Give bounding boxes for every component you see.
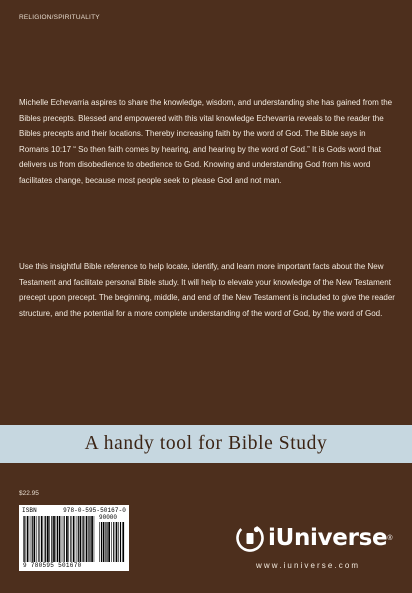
barcode-bar (118, 522, 119, 562)
barcode-bar (89, 516, 90, 562)
barcode-bar (111, 522, 112, 562)
barcode-bar (44, 516, 45, 562)
barcode-bar (32, 516, 33, 562)
barcode-bar (38, 516, 39, 562)
description-paragraph-1: Michelle Echevarria aspires to share the knowledge, wisdom, and understanding she has gained from the Bibles precepts. Blessed and empowered with this vital knowledge Echevarria reveals to the reader the Bibles precepts and their locations. Thereby increasing faith by the word of God. The Bible says in Romans 10:17 “ So then faith comes by hearing, and hearing by the word of God.” It is Gods word that delivers us from disobedience to obedience to God. Knowing and understanding God from his word facilitates change, because most people seek to please God and not man. (19, 98, 393, 185)
addon-digits: 90000 (99, 514, 118, 521)
barcode-bar (41, 516, 43, 562)
barcode-bar (23, 516, 24, 562)
isbn-line (22, 507, 126, 514)
barcode-bar (59, 516, 61, 562)
barcode-bar (73, 516, 75, 562)
barcode-bar (116, 522, 118, 562)
barcode-bar (94, 516, 95, 562)
barcode-bar (45, 516, 46, 562)
iuniverse-logo-icon (236, 524, 264, 552)
barcode-bar (47, 516, 49, 562)
barcode-bar (103, 522, 105, 562)
ean-bars (23, 516, 97, 562)
barcode-bar (78, 516, 79, 562)
tagline-text: A handy tool for Bible Study (84, 433, 328, 454)
barcode-bar (101, 522, 102, 562)
barcode-bar (99, 522, 100, 562)
publisher-website: www.iuniverse.com (256, 561, 361, 570)
barcode-bar (105, 522, 106, 562)
barcode-bar (68, 516, 69, 562)
category-label: RELIGION/SPIRITUALITY (19, 14, 100, 21)
barcode-bar (51, 516, 52, 562)
isbn-label: ISBN (22, 507, 37, 514)
barcode-bar (56, 516, 57, 562)
addon-bars (99, 522, 125, 562)
publisher-logo (236, 524, 393, 552)
barcode-bar (70, 516, 71, 562)
barcode-bar (113, 522, 114, 562)
barcode-bar (57, 516, 58, 562)
barcode-bar (88, 516, 89, 562)
barcode (19, 505, 129, 571)
publisher-name: iUniverse (268, 525, 388, 551)
isbn-number: 978-0-595-50167-0 (63, 507, 126, 514)
barcode-bar (122, 522, 124, 562)
price-label: $22.95 (19, 490, 39, 497)
barcode-bar (49, 516, 50, 562)
barcode-bar (86, 516, 88, 562)
barcode-bar (120, 522, 121, 562)
barcode-bar (34, 516, 36, 562)
registered-mark: ® (387, 534, 393, 542)
barcode-bar (53, 516, 55, 562)
barcode-bar (80, 516, 82, 562)
barcode-bar (27, 516, 29, 562)
barcode-bar (83, 516, 84, 562)
barcode-bar (30, 516, 31, 562)
barcode-bar (37, 516, 38, 562)
barcode-bar (76, 516, 77, 562)
barcode-bar (66, 516, 68, 562)
ean-digits: 9 780595 501670 (23, 562, 82, 569)
barcode-bar (64, 516, 65, 562)
barcode-bar (24, 516, 25, 562)
tagline-banner (0, 425, 412, 463)
barcode-bar (91, 516, 93, 562)
barcode-bar (82, 516, 83, 562)
barcode-bar (108, 522, 110, 562)
barcode-bar (106, 522, 107, 562)
barcode-bar (62, 516, 63, 562)
description-paragraph-2: Use this insightful Bible reference to help locate, identify, and learn more important facts about the New Testament and facilitate personal Bible study. It will help to elevate your knowledge of the New Testament precept upon precept. The beginning, middle, and end of the New Testament is included to give the reader structure, and the potential for a more complete understanding of the word of God, by the word of God. (19, 262, 395, 318)
